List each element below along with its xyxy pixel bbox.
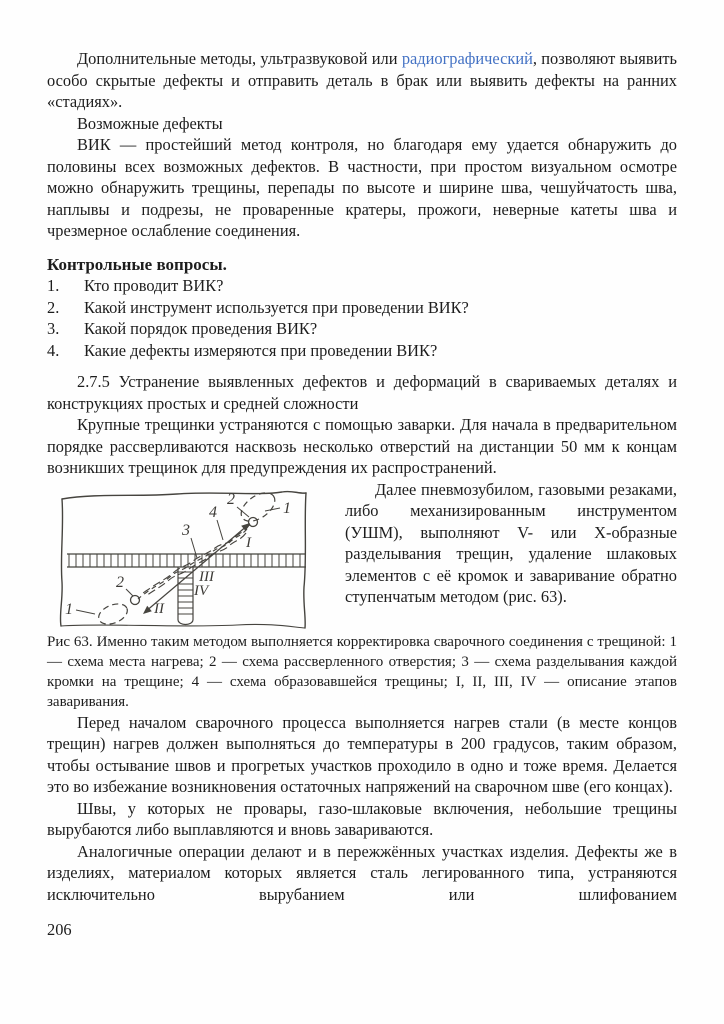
- question-number: 1.: [47, 276, 60, 295]
- question-text: Какой инструмент используется при проведении ВИК?: [84, 297, 469, 317]
- question-item: [47, 340, 677, 362]
- figure-label-stage-4: IV: [194, 582, 209, 599]
- drilled-hole-bottom: [131, 595, 140, 604]
- page-number: 206: [47, 920, 72, 939]
- question-item: [47, 297, 677, 319]
- figure-label-hole-top: 2: [227, 490, 235, 508]
- paragraph-large-cracks: Крупные трещинки устраняются с помощью заварки. Для начала в предварительном порядке рассверливаются насквозь несколько отверстий на дистанции 50 мм к концам возникших трещинок для предупреждения их распространений.: [47, 415, 677, 477]
- paragraph-preheat: Перед началом сварочного процесса выполняется нагрев стали (в месте концов трещин) нагрев должен выполняться до температуры в 200 градусов, таким образом, чтобы остывание швов и прогретых участков проходило в одно и тоже время. Делается это во избежание возникновения остаточных напряжений на сварочном шве (его концах).: [47, 712, 677, 796]
- figure-63: [47, 482, 337, 630]
- paragraph-text-after-link: , позволяют выявить особо скрытые дефекты и отправить деталь в брак или выявить дефекты на ранних «стадиях».: [47, 49, 677, 111]
- figure-label-stage-1: I: [246, 534, 251, 551]
- question-number: 3.: [47, 319, 60, 338]
- question-text: Кто проводит ВИК?: [84, 276, 224, 295]
- figure-label-hole-bottom: 2: [116, 573, 124, 591]
- figure-caption: Рис 63. Именно таким методом выполняется корректировка сварочного соединения с трещиной: 1 — схема места нагрева; 2 — схема рассверленного отверстия; 3 — схема разделывания каждой кромки на трещине; 4 — схема образовавшейся трещины; I, II, III, IV — описание этапов заваривания.: [47, 633, 677, 710]
- figure-label-heat-zone-top: 1: [283, 499, 291, 517]
- possible-defects-line: Возможные дефекты: [77, 113, 223, 133]
- figure-label-groove: 3: [182, 521, 190, 539]
- question-number: 2.: [47, 297, 60, 317]
- paragraph-figure-wrap: Далее пневмозубилом, газовыми резаками, либо механизированным инструментом (УШМ), выполняют V- или X-образные разделывания трещин, удаление шлаковых элементов с её кромок и заваривание обратно ступенчатым методом (рис. 63).: [345, 479, 677, 606]
- paragraph-vik: ВИК — простейший метод контроля, но благодаря ему удается обнаружить до половины всех возможных дефектов. В частности, при простом визуальном осмотре можно обнаружить трещины, перепады по высоте и ширине шва, чешуйчатость шва, наплывы и подрезы, не проваренные кратеры, прожоги, неверные катеты шва и чрезмерное ослабление соединения.: [47, 135, 677, 240]
- figure-label-heat-zone-bottom: 1: [65, 600, 73, 618]
- paragraph-seam-defects: Швы, у которых не провары, газо-шлаковые включения, небольшие трещины вырубаются либо выплавляются и вновь завариваются.: [47, 798, 677, 839]
- question-number: 4.: [47, 340, 60, 360]
- paragraph-alloyed-steel: Аналогичные операции делают и в пережжённых участках изделия. Дефекты же в изделиях, материалом которых является сталь легированного типа, устраняются исключительно вырубанием или шлифованием: [47, 841, 677, 904]
- drilled-hole-top: [249, 517, 258, 526]
- figure-label-stage-2: II: [154, 600, 164, 617]
- heating-zone-ellipse-bottom: [96, 600, 131, 628]
- radiographic-method-link[interactable]: радиографический: [401, 49, 533, 68]
- control-questions-heading: Контрольные вопросы.: [47, 254, 227, 274]
- question-text: Какой порядок проведения ВИК?: [84, 319, 318, 338]
- question-item: [47, 318, 677, 340]
- figure-wrap-block: [47, 479, 677, 712]
- paragraph-text-before-link: Дополнительные методы, ультразвуковой или: [77, 49, 402, 68]
- question-item: [47, 275, 677, 297]
- figure-label-crack: 4: [209, 503, 217, 521]
- section-heading-275: 2.7.5 Устранение выявленных дефектов и деформаций в свариваемых деталях и конструкциях простых и средней сложности: [47, 372, 677, 413]
- vertical-weld-seam: [178, 567, 193, 625]
- paragraph-additional-methods: [47, 48, 677, 113]
- figure-label-stage-3: III: [199, 568, 214, 585]
- question-text: Какие дефекты измеряются при проведении ВИК?: [84, 340, 438, 360]
- figure-63-diagram: [47, 482, 337, 630]
